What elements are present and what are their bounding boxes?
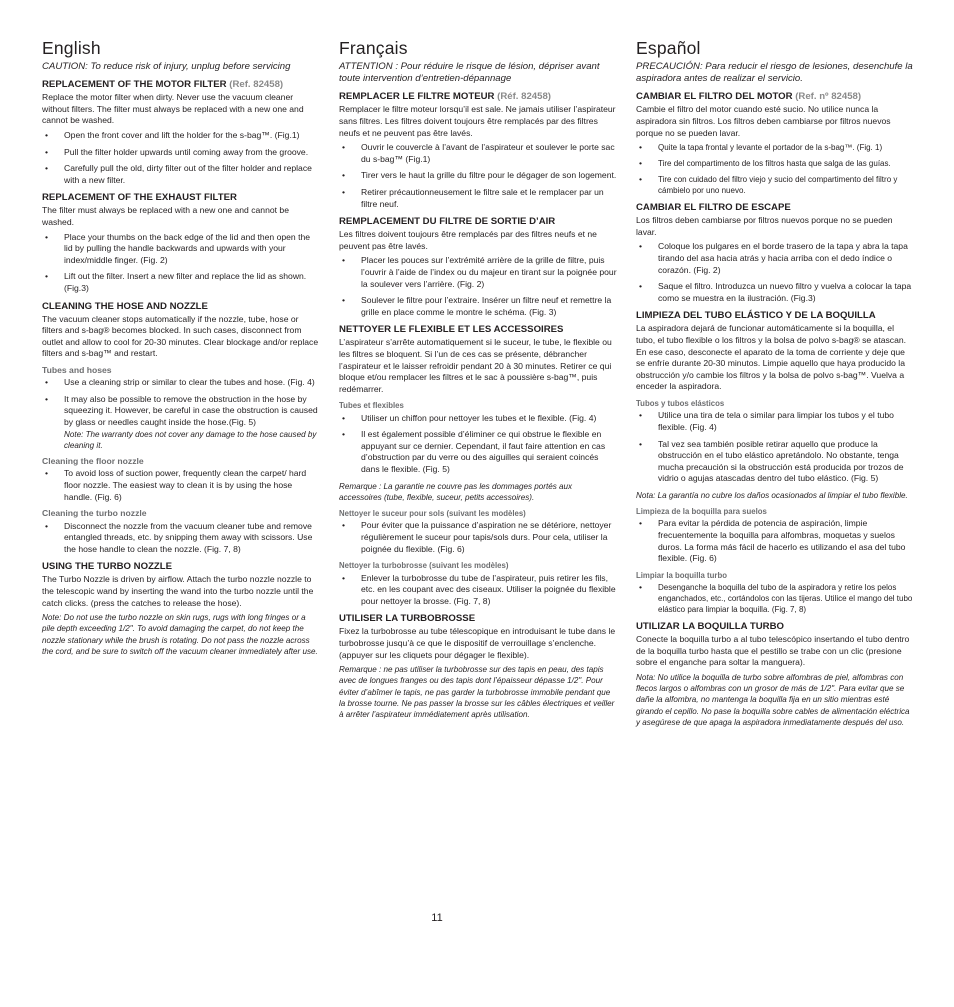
subsection-title-tubes: Tubes and hoses [42,364,112,375]
subsection-title-floor-nozzle: Cleaning the floor nozzle [42,456,144,467]
bullet-list [636,410,914,485]
caution-text: CAUTION: To reduce risk of injury, unplug before servicing [42,61,291,72]
section-title-exhaust-filter: REMPLACEMENT DU FILTRE DE SORTIE D’AIR [339,216,556,228]
bullet-list [42,521,320,556]
section-text: L’aspirateur s’arrête automatiquement si le suceur, le tube, le flexible ou les filtres se bloquent. Si l’un de ces cas se présente, débrancher l’aspirateur et le laisser refroidir pendant 20 à 30 minutes. Retirer ce qui bloque et/ou remplacer les filtres et le sac à poussière s-bag™, puis redémarrer. [339,337,612,394]
section-text: Remplacer le filtre moteur lorsqu’il est sale. Ne jamais utiliser l’aspirateur sans filtres. Les filtres doivent toujours être remplacés par des filtres neufs et ne peuvent pas être lavés. [339,104,616,138]
subsection-title-tubes: Tubes et flexibles [339,401,404,411]
column-french [339,38,617,723]
list-item: • Retirer précautionneusement le filtre sale et le remplacer par un filtre neuf. [339,187,617,210]
list-item: • Il est également possible d’éliminer ce qui obstrue le flexible en appuyant sur ce dernier. Cependant, il faut faire attention en cas d’obstruction par du verre ou des aiguilles qui seraient coincés dans le flexible. (Fig. 5) [339,429,617,475]
language-heading: Español [636,38,701,58]
warranty-note: Remarque : La garantie ne couvre pas les dommages portés aux accessoires (tube, flexible, suceur, petits accessoires). [339,481,573,502]
list-item: • Open the front cover and lift the holder for the s-bag™. (Fig.1) [42,130,320,142]
subsection-title-floor-nozzle: Nettoyer le suceur pour sols (suivant les modèles) [339,509,526,519]
list-item: • Use a cleaning strip or similar to clear the tubes and hose. (Fig. 4) [42,377,320,389]
list-item: • Tal vez sea también posible retirar aquello que produce la obstrucción en el tubo elástico apretándolo. No obstante, tenga mucha precaución si la obstrucción está producida por trozos de vidrio o agujas atascadas dentro del tubo elástico. (Fig. 5) [636,439,914,485]
warranty-note: Note: The warranty does not cover any damage to the hose caused by cleaning it. [64,429,317,450]
section-title-exhaust-filter: REPLACEMENT OF THE EXHAUST FILTER [42,192,237,204]
list-item: • Desenganche la boquilla del tubo de la aspiradora y retire los pelos enganchados, etc., cortándolos con las tijeras. Utilice el mango del tubo elástico para limpiar la boquilla. (Fig. 7, 8) [636,582,914,615]
bullet-list [339,255,617,318]
list-item: • Tirer vers le haut la grille du filtre pour le dégager de son logement. [339,170,617,182]
list-item: • Quite la tapa frontal y levante el portador de la s-bag™. (Fig. 1) [636,142,914,153]
bullet-list [42,232,320,295]
section-title-cleaning: LIMPIEZA DEL TUBO ELÁSTICO Y DE LA BOQUILLA [636,310,876,322]
bullet-list [636,241,914,304]
turbo-note: Remarque : ne pas utiliser la turbobrosse sur des tapis en peau, des tapis avec de longues franges ou des tapis dont l’épaisseur dépasse 1/2". Pour éviter d’abîmer le tapis, ne pas garder la turbobrosse immobile pendant que la brosse tourne. Ne pas passer la brosse sur les câbles électriques et veiller à arrêter l’aspirateur immédiatement après utilisation. [339,665,615,720]
section-text: The filter must always be replaced with a new one and cannot be washed. [42,205,289,227]
bullet-list [339,520,617,555]
list-item: • To avoid loss of suction power, frequently clean the carpet/ hard floor nozzle. The easiest way to clean it is by using the hose handle. (Fig. 6) [42,468,320,503]
reference-number: (Ref. 82458) [229,79,284,91]
section-text: La aspiradora dejará de funcionar automáticamente si la boquilla, el tubo, el tubo flexible o los filtros y la bolsa de polvo s-bag® se atascan. En ese caso, desconecte el aparato de la toma de corriente y deje que se enfríe durante 20-30 minutos. Limpie aquello que haya producido la obstrucción y/o cambie los filtros y la bolsa de polvo s-bag™. Vuelva a enceder la aspiradora. [636,323,907,392]
list-item: • Carefully pull the old, dirty filter out of the filter holder and replace with a new filter. [42,163,320,186]
language-heading: English [42,38,101,58]
section-title-turbo: UTILISER LA TURBOBROSSE [339,613,476,625]
list-item: • Saque el filtro. Introduzca un nuevo filtro y vuelva a colocar la tapa como se muestra en la ilustración. (Fig.3) [636,281,914,304]
bullet-list [636,518,914,564]
section-title-exhaust-filter: CAMBIAR EL FILTRO DE ESCAPE [636,202,791,214]
section-text: Les filtres doivent toujours être remplacés par des filtres neufs et ne peuvent pas être lavés. [339,229,597,251]
list-item: • Placer les pouces sur l’extrémité arrière de la grille de filtre, puis l’ouvrir à l’aide de l’index ou du majeur en tirant sur la poignée pour la soulever vers l’arrière. (Fig. 2) [339,255,617,290]
turbo-note: Note: Do not use the turbo nozzle on skin rugs, rugs with long fringes or a pile depth exceeding 1/2". To avoid damaging the carpet, do not keep the nozzle stationary while the brush is rotating. Do not pass the nozzle across the cord, and be sure to switch off the vacuum cleaner immediately after use. [42,613,318,656]
section-title-turbo: USING THE TURBO NOZZLE [42,561,173,573]
section-title-cleaning: NETTOYER LE FLEXIBLE ET LES ACCESSOIRES [339,324,564,336]
section-title-motor-filter: CAMBIAR EL FILTRO DEL MOTOR (Ref. nº 82458) [636,91,862,103]
section-text: The Turbo Nozzle is driven by airflow. Attach the turbo nozzle nozzle to the telescopic wand by inserting the wand into the turbo nozzle until the catch clicks. (press the catches to release the hose). [42,574,314,608]
list-item: • Utilice una tira de tela o similar para limpiar los tubos y el tubo flexible. (Fig. 4) [636,410,914,433]
subsection-title-floor-nozzle: Limpieza de la boquilla para suelos [636,507,767,517]
bullet-list [339,573,617,608]
section-text: Conecte la boquilla turbo a al tubo telescópico insertando el tubo dentro de la boquilla turbo hasta que el pestillo se trabe con un clic (presione sobre el enganche para soltar la manguera). [636,634,910,668]
column-english [42,38,320,660]
language-heading: Français [339,38,408,58]
page-number: 11 [431,912,443,924]
bullet-list [42,130,320,186]
list-item: • Tire con cuidado del filtro viejo y sucio del compartimento del filtro y cámbielo por uno nuevo. [636,174,914,196]
reference-number: (Ref. nº 82458) [795,91,862,103]
list-item: • Enlever la turbobrosse du tube de l’aspirateur, puis retirer les fils, etc. en les coupant avec des ciseaux. Utiliser la poignée du flexible pour nettoyer la brosse. (Fig. 7, 8) [339,573,617,608]
reference-number: (Réf. 82458) [497,91,551,103]
turbo-note: Nota: No utilice la boquilla de turbo sobre alfombras de piel, alfombras con flecos largos o alfombras con un grosor de más de 1/2". Para evitar que se dañe la alfombra, no mantenga la boquilla fija en un sitio mientras esté girando el cepillo. No pase la boquilla sobre cables de alimentación eléctrica y asegúrese de que apaga la aspiradora inmediatamente después del uso. [636,673,910,727]
subsection-title-turbo-nozzle: Cleaning the turbo nozzle [42,508,147,519]
section-text: Replace the motor filter when dirty. Never use the vacuum cleaner without filters. The filter must always be replaced with a new one and cannot be washed. [42,92,304,126]
bullet-list [636,142,914,196]
subsection-title-turbo-nozzle: Nettoyer la turbobrosse (suivant les modèles) [339,561,509,571]
section-title-motor-filter: REMPLACER LE FILTRE MOTEUR (Réf. 82458) [339,91,551,103]
list-item: • It may also be possible to remove the obstruction in the hose by squeezing it. However, be careful in case the obstruction is caused by glass or needles caught inside the hose.(Fig. 5) Note: The warranty does not cover any damage to the hose caused by cleaning it. [42,394,320,451]
list-item: • Coloque los pulgares en el borde trasero de la tapa y abra la tapa tirando del asa hacia atrás y hacia arriba con el dedo índice o corazón. (Fig. 2) [636,241,914,276]
caution-text: ATTENTION : Pour réduire le risque de lésion, dépriser avant toute intervention d’entretien-dépannage [339,61,600,85]
list-item: • Disconnect the nozzle from the vacuum cleaner tube and remove entangled threads, etc. by snipping them away with scissors. Use the hose handle to clean the nozzle. (Fig. 7, 8) [42,521,320,556]
bullet-list [636,582,914,615]
column-spanish [636,38,914,731]
list-item: • Place your thumbs on the back edge of the lid and then open the lid by pulling the handle backwards and upwards with your index/middle finger. (Fig. 2) [42,232,320,267]
list-item: • Pull the filter holder upwards until coming away from the groove. [42,147,320,159]
list-item: • Soulever le filtre pour l’extraire. Insérer un filtre neuf et remettre la grille en place comme le montre le schéma. (Fig. 3) [339,295,617,318]
caution-text: PRECAUCIÓN: Para reducir el riesgo de lesiones, desenchufe la aspiradora antes de realizar el servicio. [636,61,913,85]
bullet-list [339,413,617,476]
subsection-title-turbo-nozzle: Limpiar la boquilla turbo [636,570,727,580]
list-item: • Ouvrir le couvercle à l’avant de l’aspirateur et soulever le porte sac du s-bag™ (Fig.1) [339,142,617,165]
bullet-list [42,377,320,451]
list-item: • Lift out the filter. Insert a new filter and replace the lid as shown. (Fig.3) [42,271,320,294]
section-text: Los filtros deben cambiarse por filtros nuevos porque no se pueden lavar. [636,215,893,237]
section-text: Fixez la turbobrosse au tube télescopique en introduisant le tube dans le turbobrosse jusqu’à ce que le dispositif de verrouillage s’enclenche. (appuyer sur les cliquets pour dégager le flexible). [339,626,616,660]
list-item: • Para evitar la pérdida de potencia de aspiración, limpie frecuentemente la boquilla para alfombras, moquetas y suelos duros. La forma más fácil de hacerlo es utilizando el asa del tubo flexible. (Fig. 6) [636,518,914,564]
subsection-title-tubes: Tubos y tubos elásticos [636,398,725,408]
list-item: • Utiliser un chiffon pour nettoyer les tubes et le flexible. (Fig. 4) [339,413,617,425]
bullet-list [339,142,617,210]
list-item: • Tire del compartimento de los filtros hasta que salga de las guías. [636,158,914,169]
section-title-cleaning: CLEANING THE HOSE AND NOZZLE [42,300,208,312]
bullet-list [42,468,320,503]
warranty-note: Nota: La garantía no cubre los daños ocasionados al limpiar el tubo flexible. [636,490,908,500]
list-item: • Pour éviter que la puissance d’aspiration ne se détériore, nettoyer régulièrement le suceur pour tapis/sols durs. Pour cela, utiliser la poignée du flexible. (Fig. 6) [339,520,617,555]
section-title-motor-filter: REPLACEMENT OF THE MOTOR FILTER (Ref. 82458) [42,79,284,91]
section-text: Cambie el filtro del motor cuando esté sucio. No utilice nunca la aspiradora sin filtros. Los filtros deben cambiarse por filtros nuevos porque no se pueden lavar. [636,104,891,138]
section-text: The vacuum cleaner stops automatically if the nozzle, tube, hose or filters and s-bag® becomes blocked. In such cases, disconnect from outlet and allow to cool for 20-30 minutes. Clear blockage and/or replace filters and s-bag™ and restart. [42,313,319,359]
section-title-turbo: UTILIZAR LA BOQUILLA TURBO [636,621,784,633]
